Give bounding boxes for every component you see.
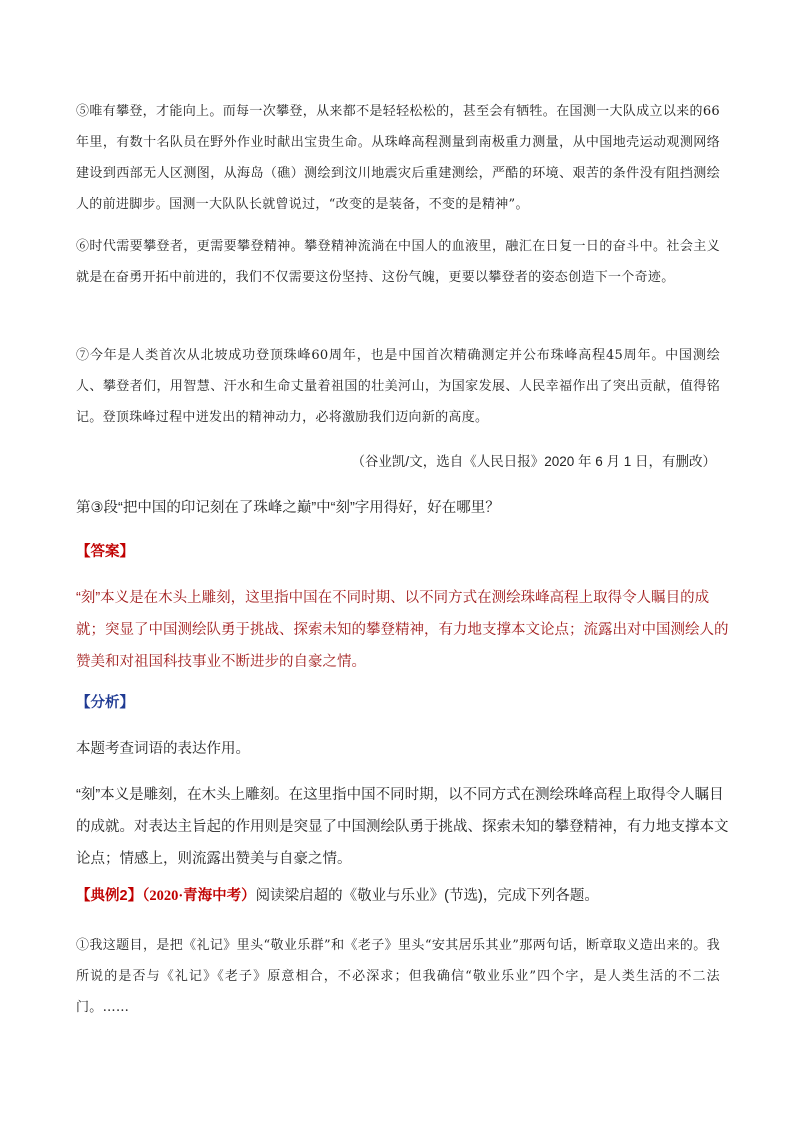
example-2-source: （2020·青海中考） — [142, 888, 256, 904]
answer-text: “刻”本义是在木头上雕刻，这里指中国在不同时期、以不同方式在测绘珠峰高程上取得令人瞩目的成就；突显了中国测绘队勇于挑战、探索未知的攀登精神，有力地支撑本文论点；流露出对中国测绘人的赞美和对祖国科技事业不断进步的自豪之情。 — [76, 590, 729, 670]
example-2-heading — [76, 884, 599, 905]
example-2-tag: 【典例2】 — [76, 888, 143, 904]
passage-paragraph-5: ⑤唯有攀登，才能向上。而每一次攀登，从来都不是轻轻松松的，甚至会有牺牲。在国测一大队成立以来的66年里，有数十名队员在野外作业时献出宝贵生命。从珠峰高程测量到南极重力测量，从中国地壳运动观测网络建设到西部无人区测图，从海岛（礁）测绘到汶川地震灾后重建测绘，严酷的环境、艰苦的条件没有阻挡测绘人的前进脚步。国测一大队队长就曾说过，“改变的是装备，不变的是精神”。 — [76, 104, 720, 212]
analysis-line-2: “刻”本义是雕刻，在木头上雕刻。在这里指中国不同时期，以不同方式在测绘珠峰高程上取得令人瞩目的成就。对表达主旨起的作用则是突显了中国测绘队勇于挑战、探索未知的攀登精神，有力地支撑本文论点；情感上，则流露出赞美与自豪之情。 — [76, 787, 729, 867]
passage-paragraph-7: ⑦今年是人类首次从北坡成功登顶珠峰60周年，也是中国首次精确测定并公布珠峰高程45周年。中国测绘人、攀登者们，用智慧、汗水和生命丈量着祖国的壮美河山，为国家发展、人民幸福作出了突出贡献，值得铭记。登顶珠峰过程中迸发出的精神动力，必将激励我们迈向新的高度。 — [76, 348, 720, 425]
question-text: 第③段“把中国的印记刻在了珠峰之巅”中“刻”字用得好，好在哪里？ — [76, 500, 500, 516]
analysis-label: 【分析】 — [76, 695, 134, 711]
passage-source: （谷业凯/文，选自《人民日报》2020 年 6 月 1 日，有删改） — [351, 454, 716, 469]
analysis-line-1: 本题考查词语的表达作用。 — [76, 741, 250, 757]
passage-paragraph-6: ⑥时代需要攀登者，更需要攀登精神。攀登精神流淌在中国人的血液里，融汇在日复一日的奋斗中。社会主义就是在奋勇开拓中前进的，我们不仅需要这份坚持、这份气魄，更要以攀登者的姿态创造下一个奇迹。 — [76, 239, 720, 285]
answer-label: 【答案】 — [76, 544, 134, 560]
example-2-instruction: 阅读梁启超的《敬业与乐业》(节选)，完成下列各题。 — [255, 888, 599, 904]
excerpt-paragraph-1: ①我这题目，是把《礼记》里头“敬业乐群”和《老子》里头“安其居乐其业”那两句话，断章取义造出来的。我所说的是否与《礼记》《老子》原意相合，不必深求；但我确信“敬业乐业”四个字，是人类生活的不二法门。…… — [76, 938, 720, 1015]
